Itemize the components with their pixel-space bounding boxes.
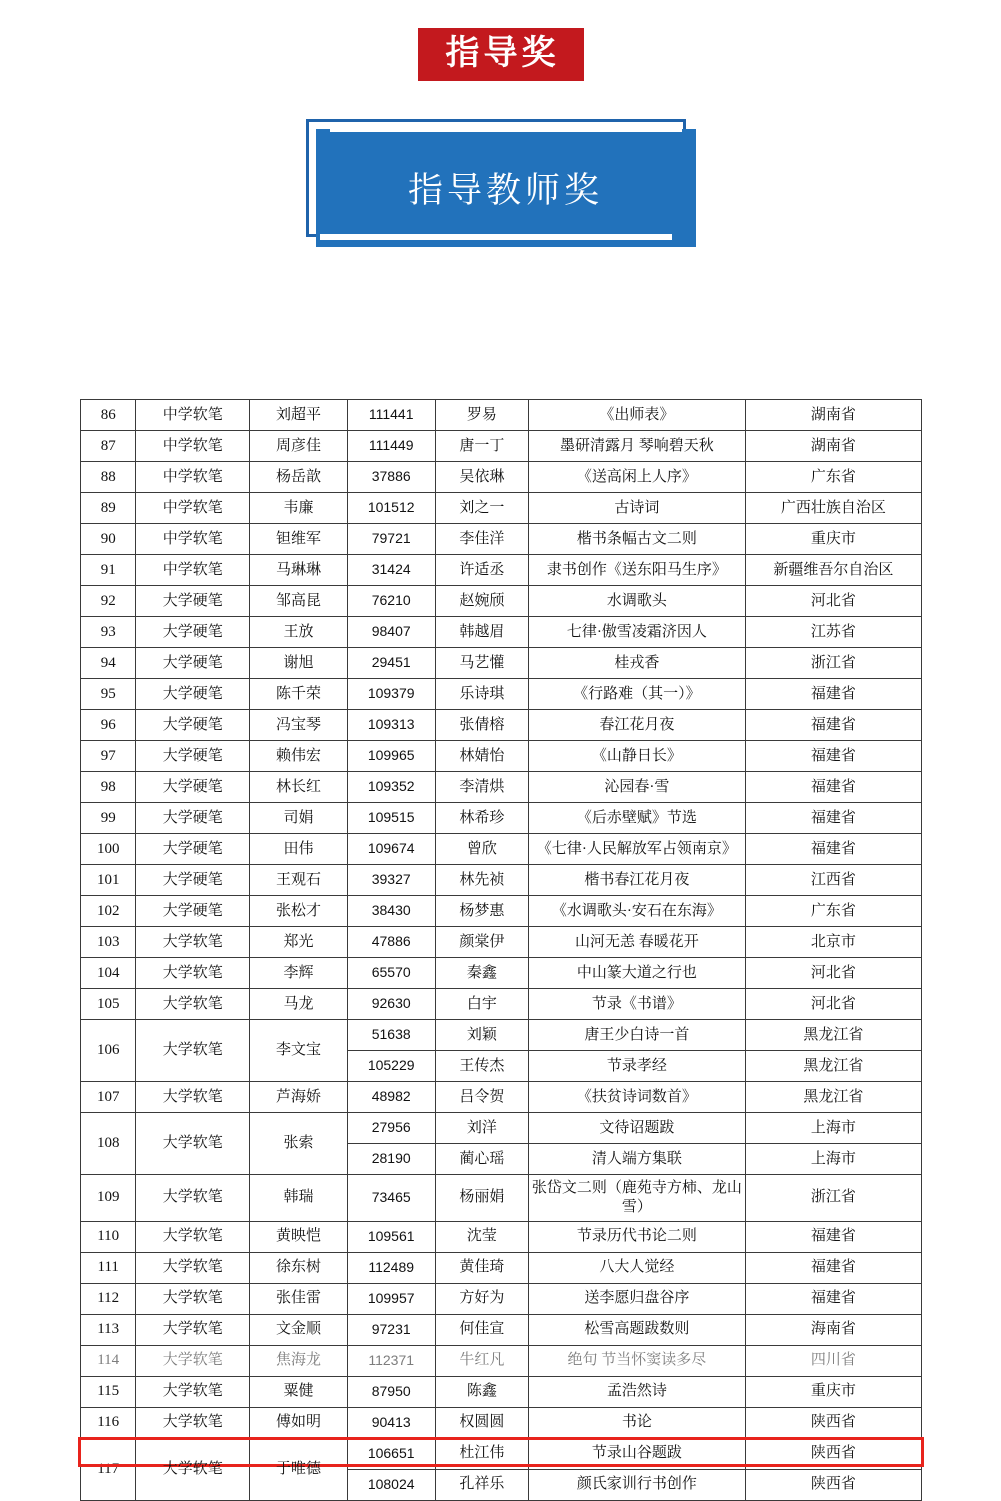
- table-row: [81, 927, 922, 958]
- cell-index: 98: [81, 772, 136, 803]
- cell-index: 112: [81, 1283, 136, 1314]
- cell-student: 吴依琳: [435, 462, 529, 493]
- cell-student: 权圆圆: [435, 1407, 529, 1438]
- cell-region: 福建省: [745, 772, 921, 803]
- cell-student: 杨丽娟: [435, 1175, 529, 1222]
- cell-category: 大学软笔: [136, 1082, 250, 1113]
- cell-number: 112489: [347, 1252, 435, 1283]
- cell-teacher: 王观石: [250, 865, 348, 896]
- cell-student: 韩越眉: [435, 617, 529, 648]
- cell-student: 乐诗琪: [435, 679, 529, 710]
- cell-number: 109352: [347, 772, 435, 803]
- cell-work: 唐王少白诗一首: [529, 1020, 746, 1051]
- cell-teacher: 张佳雷: [250, 1283, 348, 1314]
- cell-teacher: 李辉: [250, 958, 348, 989]
- cell-category: 大学硬笔: [136, 772, 250, 803]
- cell-work: 隶书创作《送东阳马生序》: [529, 555, 746, 586]
- cell-work: 古诗词: [529, 493, 746, 524]
- cell-number: 51638: [347, 1020, 435, 1051]
- table-row: [81, 1407, 922, 1438]
- table-row: [81, 710, 922, 741]
- banner-notch-top: [330, 126, 682, 132]
- cell-region: 浙江省: [745, 1175, 921, 1222]
- award-table: [80, 399, 922, 1501]
- cell-student: 赵婉颀: [435, 586, 529, 617]
- cell-index: 99: [81, 803, 136, 834]
- cell-category: 大学硬笔: [136, 710, 250, 741]
- cell-student: 罗易: [435, 400, 529, 431]
- cell-index: 110: [81, 1221, 136, 1252]
- cell-category: 中学软笔: [136, 431, 250, 462]
- table-row: [81, 400, 922, 431]
- award-table-container: [80, 399, 922, 1501]
- table-row: [81, 1376, 922, 1407]
- table-row: [81, 803, 922, 834]
- cell-number: 38430: [347, 896, 435, 927]
- cell-student: 孔祥乐: [435, 1469, 529, 1500]
- cell-teacher: 赖伟宏: [250, 741, 348, 772]
- cell-index: 87: [81, 431, 136, 462]
- cell-number: 65570: [347, 958, 435, 989]
- cell-student: 陈鑫: [435, 1376, 529, 1407]
- cell-category: 大学硬笔: [136, 648, 250, 679]
- cell-work: 春江花月夜: [529, 710, 746, 741]
- table-row: [81, 1221, 922, 1252]
- cell-work: 节录《书谱》: [529, 989, 746, 1020]
- cell-index: 88: [81, 462, 136, 493]
- cell-teacher: 焦海龙: [250, 1345, 348, 1376]
- cell-number: 73465: [347, 1175, 435, 1222]
- cell-work: 绝句 节当怀窦读多尽: [529, 1345, 746, 1376]
- table-row: [81, 772, 922, 803]
- cell-category: 中学软笔: [136, 462, 250, 493]
- cell-number: 112371: [347, 1345, 435, 1376]
- cell-number: 109515: [347, 803, 435, 834]
- cell-student: 唐一丁: [435, 431, 529, 462]
- cell-region: 广东省: [745, 462, 921, 493]
- cell-number: 109379: [347, 679, 435, 710]
- cell-student: 李清烘: [435, 772, 529, 803]
- cell-region: 浙江省: [745, 648, 921, 679]
- cell-region: 江西省: [745, 865, 921, 896]
- cell-teacher: 李文宝: [250, 1020, 348, 1082]
- cell-work: 桂戎香: [529, 648, 746, 679]
- table-row: [81, 524, 922, 555]
- cell-index: 106: [81, 1020, 136, 1082]
- cell-work: 松雪高题跋数则: [529, 1314, 746, 1345]
- cell-teacher: 郑光: [250, 927, 348, 958]
- cell-teacher: 芦海娇: [250, 1082, 348, 1113]
- cell-region: 河北省: [745, 958, 921, 989]
- cell-index: 102: [81, 896, 136, 927]
- cell-category: 大学硬笔: [136, 803, 250, 834]
- cell-teacher: 粟健: [250, 1376, 348, 1407]
- cell-teacher: 谢旭: [250, 648, 348, 679]
- cell-category: 大学软笔: [136, 1376, 250, 1407]
- cell-index: 104: [81, 958, 136, 989]
- cell-region: 河北省: [745, 989, 921, 1020]
- cell-number: 97231: [347, 1314, 435, 1345]
- table-row: [81, 617, 922, 648]
- cell-category: 中学软笔: [136, 524, 250, 555]
- cell-region: 黑龙江省: [745, 1082, 921, 1113]
- cell-region: 上海市: [745, 1113, 921, 1144]
- page-title: 指导奖: [418, 28, 584, 81]
- cell-teacher: 徐东树: [250, 1252, 348, 1283]
- cell-teacher: 张松才: [250, 896, 348, 927]
- cell-work: 《后赤壁赋》节选: [529, 803, 746, 834]
- cell-region: 黑龙江省: [745, 1051, 921, 1082]
- cell-teacher: 林长红: [250, 772, 348, 803]
- cell-category: 大学硬笔: [136, 617, 250, 648]
- cell-work: 文待诏题跋: [529, 1113, 746, 1144]
- cell-teacher: 马龙: [250, 989, 348, 1020]
- cell-work: 《出师表》: [529, 400, 746, 431]
- cell-work: 沁园春·雪: [529, 772, 746, 803]
- cell-region: 福建省: [745, 679, 921, 710]
- cell-work: 《行路难（其一）》: [529, 679, 746, 710]
- cell-teacher: 田伟: [250, 834, 348, 865]
- cell-work: 节录山谷题跋: [529, 1438, 746, 1469]
- cell-region: 湖南省: [745, 431, 921, 462]
- cell-region: 新疆维吾尔自治区: [745, 555, 921, 586]
- cell-teacher: 刘超平: [250, 400, 348, 431]
- cell-student: 方好为: [435, 1283, 529, 1314]
- cell-category: 中学软笔: [136, 493, 250, 524]
- cell-number: 92630: [347, 989, 435, 1020]
- cell-number: 106651: [347, 1438, 435, 1469]
- table-row: [81, 1252, 922, 1283]
- cell-category: 大学软笔: [136, 927, 250, 958]
- cell-work: 颜氏家训行书创作: [529, 1469, 746, 1500]
- cell-region: 福建省: [745, 834, 921, 865]
- table-row: [81, 555, 922, 586]
- table-row: [81, 1345, 922, 1376]
- cell-region: 北京市: [745, 927, 921, 958]
- cell-number: 109561: [347, 1221, 435, 1252]
- cell-work: 《水调歌头·安石在东海》: [529, 896, 746, 927]
- cell-teacher: 王放: [250, 617, 348, 648]
- cell-number: 109313: [347, 710, 435, 741]
- cell-student: 刘洋: [435, 1113, 529, 1144]
- cell-student: 刘之一: [435, 493, 529, 524]
- cell-number: 29451: [347, 648, 435, 679]
- cell-category: 大学硬笔: [136, 896, 250, 927]
- cell-student: 白宇: [435, 989, 529, 1020]
- cell-teacher: 文金顺: [250, 1314, 348, 1345]
- cell-category: 大学软笔: [136, 1113, 250, 1175]
- cell-number: 31424: [347, 555, 435, 586]
- cell-region: 福建省: [745, 803, 921, 834]
- cell-teacher: 黄映恺: [250, 1221, 348, 1252]
- cell-region: 上海市: [745, 1144, 921, 1175]
- cell-index: 95: [81, 679, 136, 710]
- cell-work: 水调歌头: [529, 586, 746, 617]
- table-row: [81, 431, 922, 462]
- cell-student: 曾欣: [435, 834, 529, 865]
- cell-category: 中学软笔: [136, 400, 250, 431]
- cell-student: 王传杰: [435, 1051, 529, 1082]
- banner-title: 指导教师奖: [407, 171, 603, 211]
- cell-teacher: 周彦佳: [250, 431, 348, 462]
- cell-teacher: 司娟: [250, 803, 348, 834]
- cell-work: 孟浩然诗: [529, 1376, 746, 1407]
- cell-category: 大学软笔: [136, 1345, 250, 1376]
- cell-number: 109674: [347, 834, 435, 865]
- table-row: [81, 989, 922, 1020]
- cell-index: 94: [81, 648, 136, 679]
- cell-student: 杜江伟: [435, 1438, 529, 1469]
- cell-region: 福建省: [745, 741, 921, 772]
- cell-work: 楷书条幅古文二则: [529, 524, 746, 555]
- cell-teacher: 杨岳歆: [250, 462, 348, 493]
- cell-work: 中山篆大道之行也: [529, 958, 746, 989]
- table-row: [81, 679, 922, 710]
- cell-teacher: 马琳琳: [250, 555, 348, 586]
- table-row: [81, 1175, 922, 1222]
- cell-number: 27956: [347, 1113, 435, 1144]
- cell-number: 109965: [347, 741, 435, 772]
- table-row: [81, 586, 922, 617]
- cell-category: 大学硬笔: [136, 741, 250, 772]
- cell-work: 《送高闲上人序》: [529, 462, 746, 493]
- cell-work: 楷书春江花月夜: [529, 865, 746, 896]
- cell-region: 黑龙江省: [745, 1020, 921, 1051]
- cell-student: 杨梦惠: [435, 896, 529, 927]
- cell-number: 28190: [347, 1144, 435, 1175]
- cell-student: 沈莹: [435, 1221, 529, 1252]
- cell-number: 79721: [347, 524, 435, 555]
- table-row: [81, 958, 922, 989]
- cell-category: 大学软笔: [136, 1175, 250, 1222]
- cell-work: 山河无恙 春暖花开: [529, 927, 746, 958]
- cell-index: 109: [81, 1175, 136, 1222]
- table-row: [81, 865, 922, 896]
- cell-teacher: 钽维军: [250, 524, 348, 555]
- cell-index: 97: [81, 741, 136, 772]
- cell-student: 秦鑫: [435, 958, 529, 989]
- cell-region: 福建省: [745, 1252, 921, 1283]
- cell-region: 福建省: [745, 1221, 921, 1252]
- cell-student: 牛红凡: [435, 1345, 529, 1376]
- cell-index: 108: [81, 1113, 136, 1175]
- cell-category: 大学软笔: [136, 1314, 250, 1345]
- cell-category: 大学软笔: [136, 1252, 250, 1283]
- cell-category: 大学软笔: [136, 958, 250, 989]
- cell-index: 101: [81, 865, 136, 896]
- cell-category: 大学软笔: [136, 1221, 250, 1252]
- cell-index: 100: [81, 834, 136, 865]
- cell-category: 大学软笔: [136, 1438, 250, 1500]
- cell-region: 广西壮族自治区: [745, 493, 921, 524]
- cell-region: 福建省: [745, 710, 921, 741]
- cell-category: 大学硬笔: [136, 586, 250, 617]
- table-row: [81, 648, 922, 679]
- cell-teacher: 冯宝琴: [250, 710, 348, 741]
- table-row: [81, 741, 922, 772]
- cell-region: 陕西省: [745, 1407, 921, 1438]
- cell-number: 111449: [347, 431, 435, 462]
- cell-region: 陕西省: [745, 1438, 921, 1469]
- cell-teacher: 韩瑞: [250, 1175, 348, 1222]
- cell-number: 76210: [347, 586, 435, 617]
- cell-student: 颜棠伊: [435, 927, 529, 958]
- table-row: [81, 1283, 922, 1314]
- cell-number: 39327: [347, 865, 435, 896]
- banner-container: [0, 119, 1001, 247]
- cell-student: 李佳洋: [435, 524, 529, 555]
- cell-number: 108024: [347, 1469, 435, 1500]
- banner-fill: [316, 129, 696, 247]
- cell-teacher: 张索: [250, 1113, 348, 1175]
- table-row: [81, 1438, 922, 1469]
- cell-region: 海南省: [745, 1314, 921, 1345]
- cell-index: 113: [81, 1314, 136, 1345]
- cell-number: 37886: [347, 462, 435, 493]
- cell-region: 重庆市: [745, 524, 921, 555]
- cell-number: 47886: [347, 927, 435, 958]
- cell-work: 清人端方集联: [529, 1144, 746, 1175]
- cell-index: 86: [81, 400, 136, 431]
- cell-region: 河北省: [745, 586, 921, 617]
- cell-student: 林先祯: [435, 865, 529, 896]
- cell-work: 《山静日长》: [529, 741, 746, 772]
- cell-category: 大学硬笔: [136, 865, 250, 896]
- cell-number: 98407: [347, 617, 435, 648]
- cell-student: 马艺懽: [435, 648, 529, 679]
- table-row: [81, 1113, 922, 1144]
- cell-index: 114: [81, 1345, 136, 1376]
- cell-number: 105229: [347, 1051, 435, 1082]
- cell-index: 105: [81, 989, 136, 1020]
- cell-category: 大学硬笔: [136, 834, 250, 865]
- cell-index: 115: [81, 1376, 136, 1407]
- cell-student: 林希珍: [435, 803, 529, 834]
- cell-index: 107: [81, 1082, 136, 1113]
- cell-number: 87950: [347, 1376, 435, 1407]
- cell-index: 93: [81, 617, 136, 648]
- cell-work: 节录孝经: [529, 1051, 746, 1082]
- cell-index: 92: [81, 586, 136, 617]
- cell-index: 111: [81, 1252, 136, 1283]
- cell-student: 何佳宣: [435, 1314, 529, 1345]
- cell-region: 福建省: [745, 1283, 921, 1314]
- cell-teacher: 邹高昆: [250, 586, 348, 617]
- cell-number: 90413: [347, 1407, 435, 1438]
- cell-region: 湖南省: [745, 400, 921, 431]
- cell-category: 大学软笔: [136, 1407, 250, 1438]
- cell-student: 许适丞: [435, 555, 529, 586]
- cell-student: 张倩榕: [435, 710, 529, 741]
- cell-work: 送李愿归盘谷序: [529, 1283, 746, 1314]
- cell-region: 广东省: [745, 896, 921, 927]
- cell-student: 吕令贺: [435, 1082, 529, 1113]
- cell-category: 大学软笔: [136, 1020, 250, 1082]
- table-row: [81, 1082, 922, 1113]
- cell-student: 黄佳琦: [435, 1252, 529, 1283]
- cell-teacher: 韦廉: [250, 493, 348, 524]
- table-row: [81, 462, 922, 493]
- cell-region: 陕西省: [745, 1469, 921, 1500]
- cell-number: 109957: [347, 1283, 435, 1314]
- cell-category: 大学软笔: [136, 1283, 250, 1314]
- cell-number: 101512: [347, 493, 435, 524]
- cell-region: 江苏省: [745, 617, 921, 648]
- cell-number: 48982: [347, 1082, 435, 1113]
- cell-index: 89: [81, 493, 136, 524]
- cell-category: 中学软笔: [136, 555, 250, 586]
- cell-index: 96: [81, 710, 136, 741]
- cell-index: 117: [81, 1438, 136, 1500]
- cell-work: 七律·傲雪凌霜济因人: [529, 617, 746, 648]
- cell-region: 重庆市: [745, 1376, 921, 1407]
- cell-category: 大学软笔: [136, 989, 250, 1020]
- cell-work: 张岱文二则（鹿苑寺方柿、龙山雪）: [529, 1175, 746, 1222]
- page-title-container: [0, 28, 1001, 81]
- cell-index: 90: [81, 524, 136, 555]
- cell-teacher: 于唯德: [250, 1438, 348, 1500]
- cell-work: 节录历代书论二则: [529, 1221, 746, 1252]
- banner-notch-bottom: [320, 234, 672, 240]
- table-row: [81, 834, 922, 865]
- banner: [306, 119, 696, 247]
- cell-student: 刘颖: [435, 1020, 529, 1051]
- cell-index: 91: [81, 555, 136, 586]
- cell-teacher: 陈千荣: [250, 679, 348, 710]
- cell-student: 蔺心瑶: [435, 1144, 529, 1175]
- cell-category: 大学硬笔: [136, 679, 250, 710]
- cell-work: 书论: [529, 1407, 746, 1438]
- cell-index: 116: [81, 1407, 136, 1438]
- cell-number: 111441: [347, 400, 435, 431]
- cell-teacher: 傅如明: [250, 1407, 348, 1438]
- cell-student: 林婧怡: [435, 741, 529, 772]
- cell-work: 墨研清露月 琴响碧天秋: [529, 431, 746, 462]
- table-row: [81, 1020, 922, 1051]
- cell-region: 四川省: [745, 1345, 921, 1376]
- cell-index: 103: [81, 927, 136, 958]
- cell-work: 《七律·人民解放军占领南京》: [529, 834, 746, 865]
- cell-work: 《扶贫诗词数首》: [529, 1082, 746, 1113]
- table-row: [81, 493, 922, 524]
- table-row: [81, 896, 922, 927]
- cell-work: 八大人觉经: [529, 1252, 746, 1283]
